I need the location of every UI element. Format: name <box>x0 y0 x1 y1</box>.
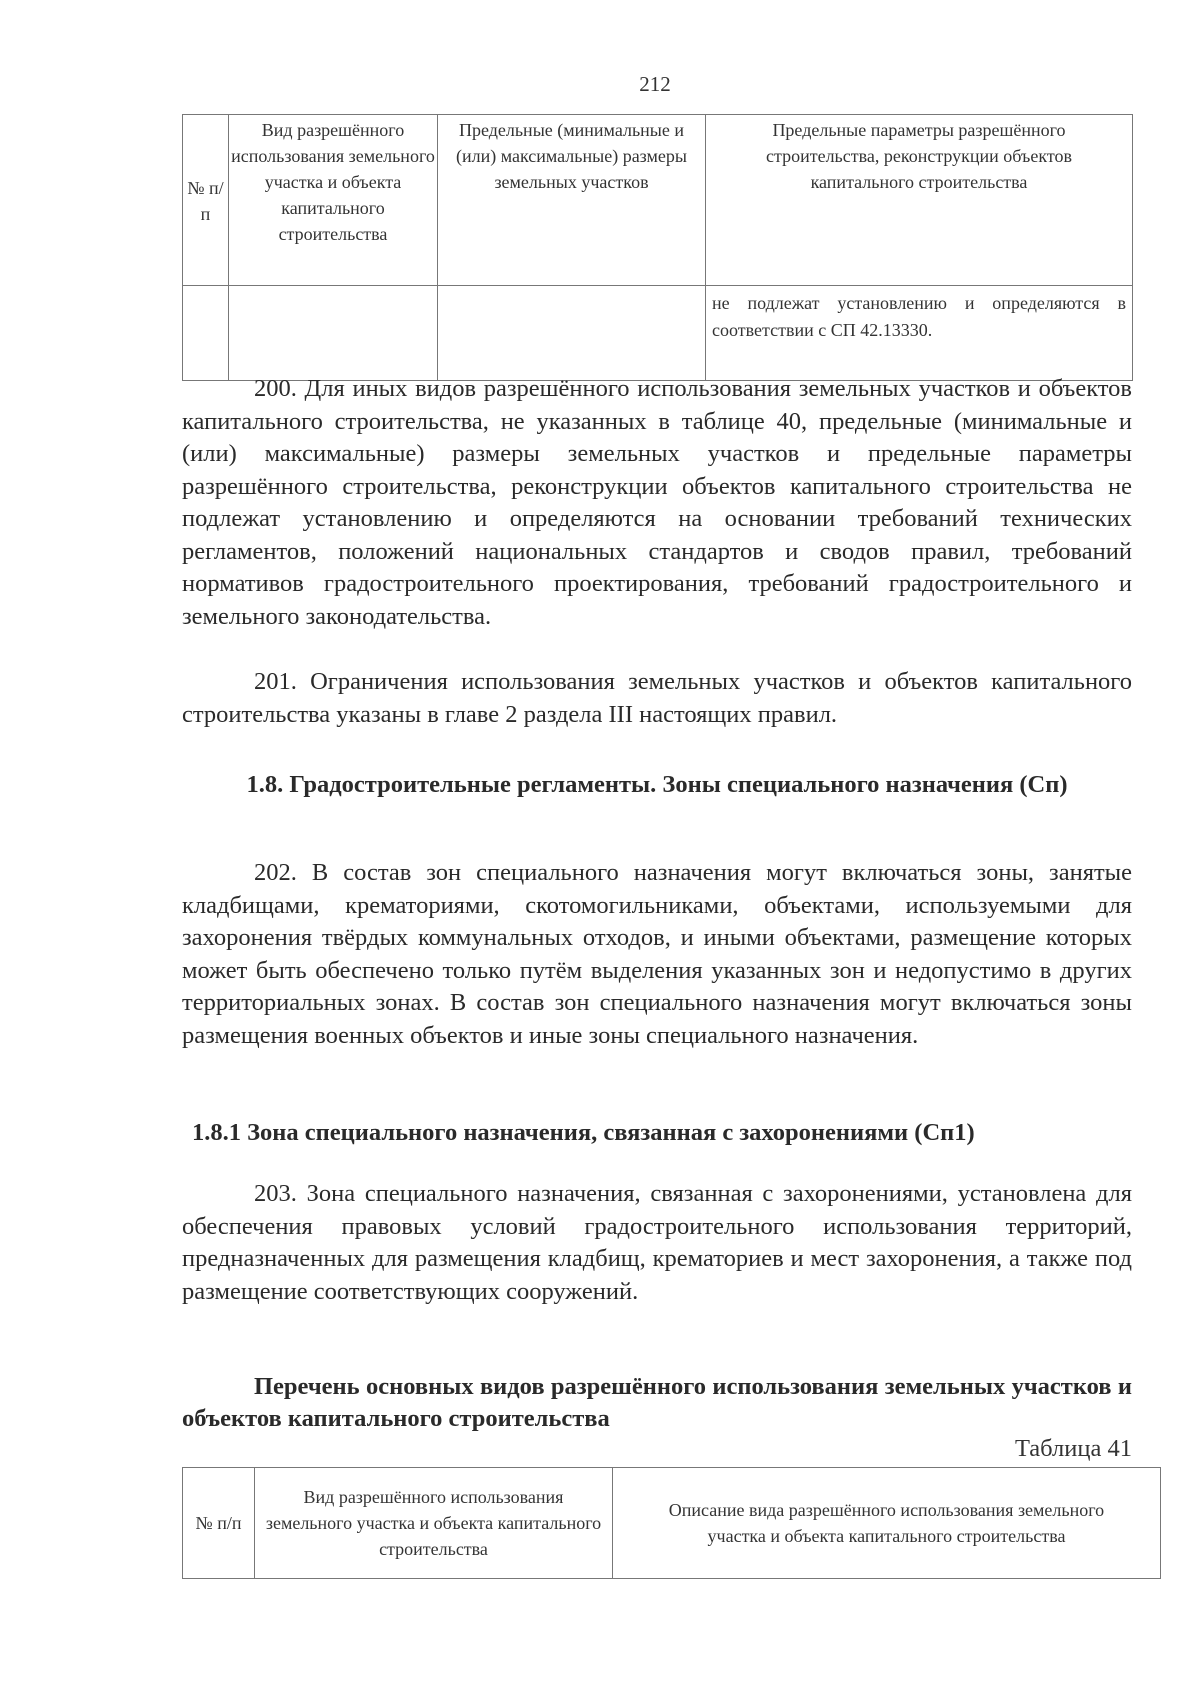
parameters-table <box>182 114 1133 381</box>
paragraph-201: 201. Ограничения использования земельных участков и объектов капитального строительства указаны в главе 2 раздела III настоящих правил. <box>182 668 1132 728</box>
header-num: № п/п <box>183 115 229 286</box>
header-num: № п/п <box>183 1468 255 1579</box>
paragraph-200: 200. Для иных видов разрешённого использования земельных участков и объектов капитального строительства, не указанных в таблице 40, предельные (минимальные и (или) максимальные) размеры земельных участков и предельные параметры разрешённого строительства, реконструкции объектов капитального строительства не подлежат установлению и определяются на основании требований технических регламентов, положений национальных стандартов и сводов правил, требований нормативов градостроительного проектирования, требований градостроительного и земельного законодательства. <box>182 375 1132 630</box>
table-row <box>183 286 1133 381</box>
cell-num <box>183 286 229 381</box>
cell-plot-sizes <box>438 286 706 381</box>
section-heading-1-8-1: 1.8.1 Зона специального назначения, связанная с захоронениями (Сп1) <box>192 1119 975 1146</box>
cell-construction-params: не подлежат установлению и определяются в соответствии с СП 42.13330. <box>706 286 1133 381</box>
paragraph-202: 202. В состав зон специального назначения могут включаться зоны, занятые кладбищами, крематориями, скотомогильниками, объектами, используемыми для захоронения твёрдых коммунальных отходов, и иными объектами, размещение которых может быть обеспечено только путём выделения указанных зон и недопустимо в других территориальных зонах. В состав зон специального назначения могут включаться зоны размещения военных объектов и иные зоны специального назначения. <box>182 859 1132 1049</box>
list-title: Перечень основных видов разрешённого использования земельных участков и объектов капитального строительства <box>182 1373 1132 1432</box>
header-construction-params: Предельные параметры разрешённого строительства, реконструкции объектов капитального строительства <box>706 115 1133 286</box>
table-header-row <box>183 1468 1161 1579</box>
page-number: 212 <box>639 72 671 96</box>
usage-types-table <box>182 1467 1161 1579</box>
cell-usage-type <box>229 286 438 381</box>
paragraph-203: 203. Зона специального назначения, связанная с захоронениями, установлена для обеспечения правовых условий градостроительного использования территорий, предназначенных для размещения кладбищ, крематориев и мест захоронения, а также под размещение соответствующих сооружений. <box>182 1180 1132 1305</box>
header-plot-sizes: Предельные (минимальные и (или) максимальные) размеры земельных участков <box>438 115 706 286</box>
header-usage-type: Вид разрешённого использования земельного участка и объекта капитального строительства <box>255 1468 613 1579</box>
table-header-row <box>183 115 1133 286</box>
header-usage-type: Вид разрешённого использования земельного участка и объекта капитального строительства <box>229 115 438 286</box>
table-label: Таблица 41 <box>1014 1435 1132 1462</box>
section-heading-1-8: 1.8. Градостроительные регламенты. Зоны специального назначения (Сп) <box>246 771 1068 798</box>
header-usage-description: Описание вида разрешённого использования земельного участка и объекта капитального строительства <box>613 1468 1161 1579</box>
